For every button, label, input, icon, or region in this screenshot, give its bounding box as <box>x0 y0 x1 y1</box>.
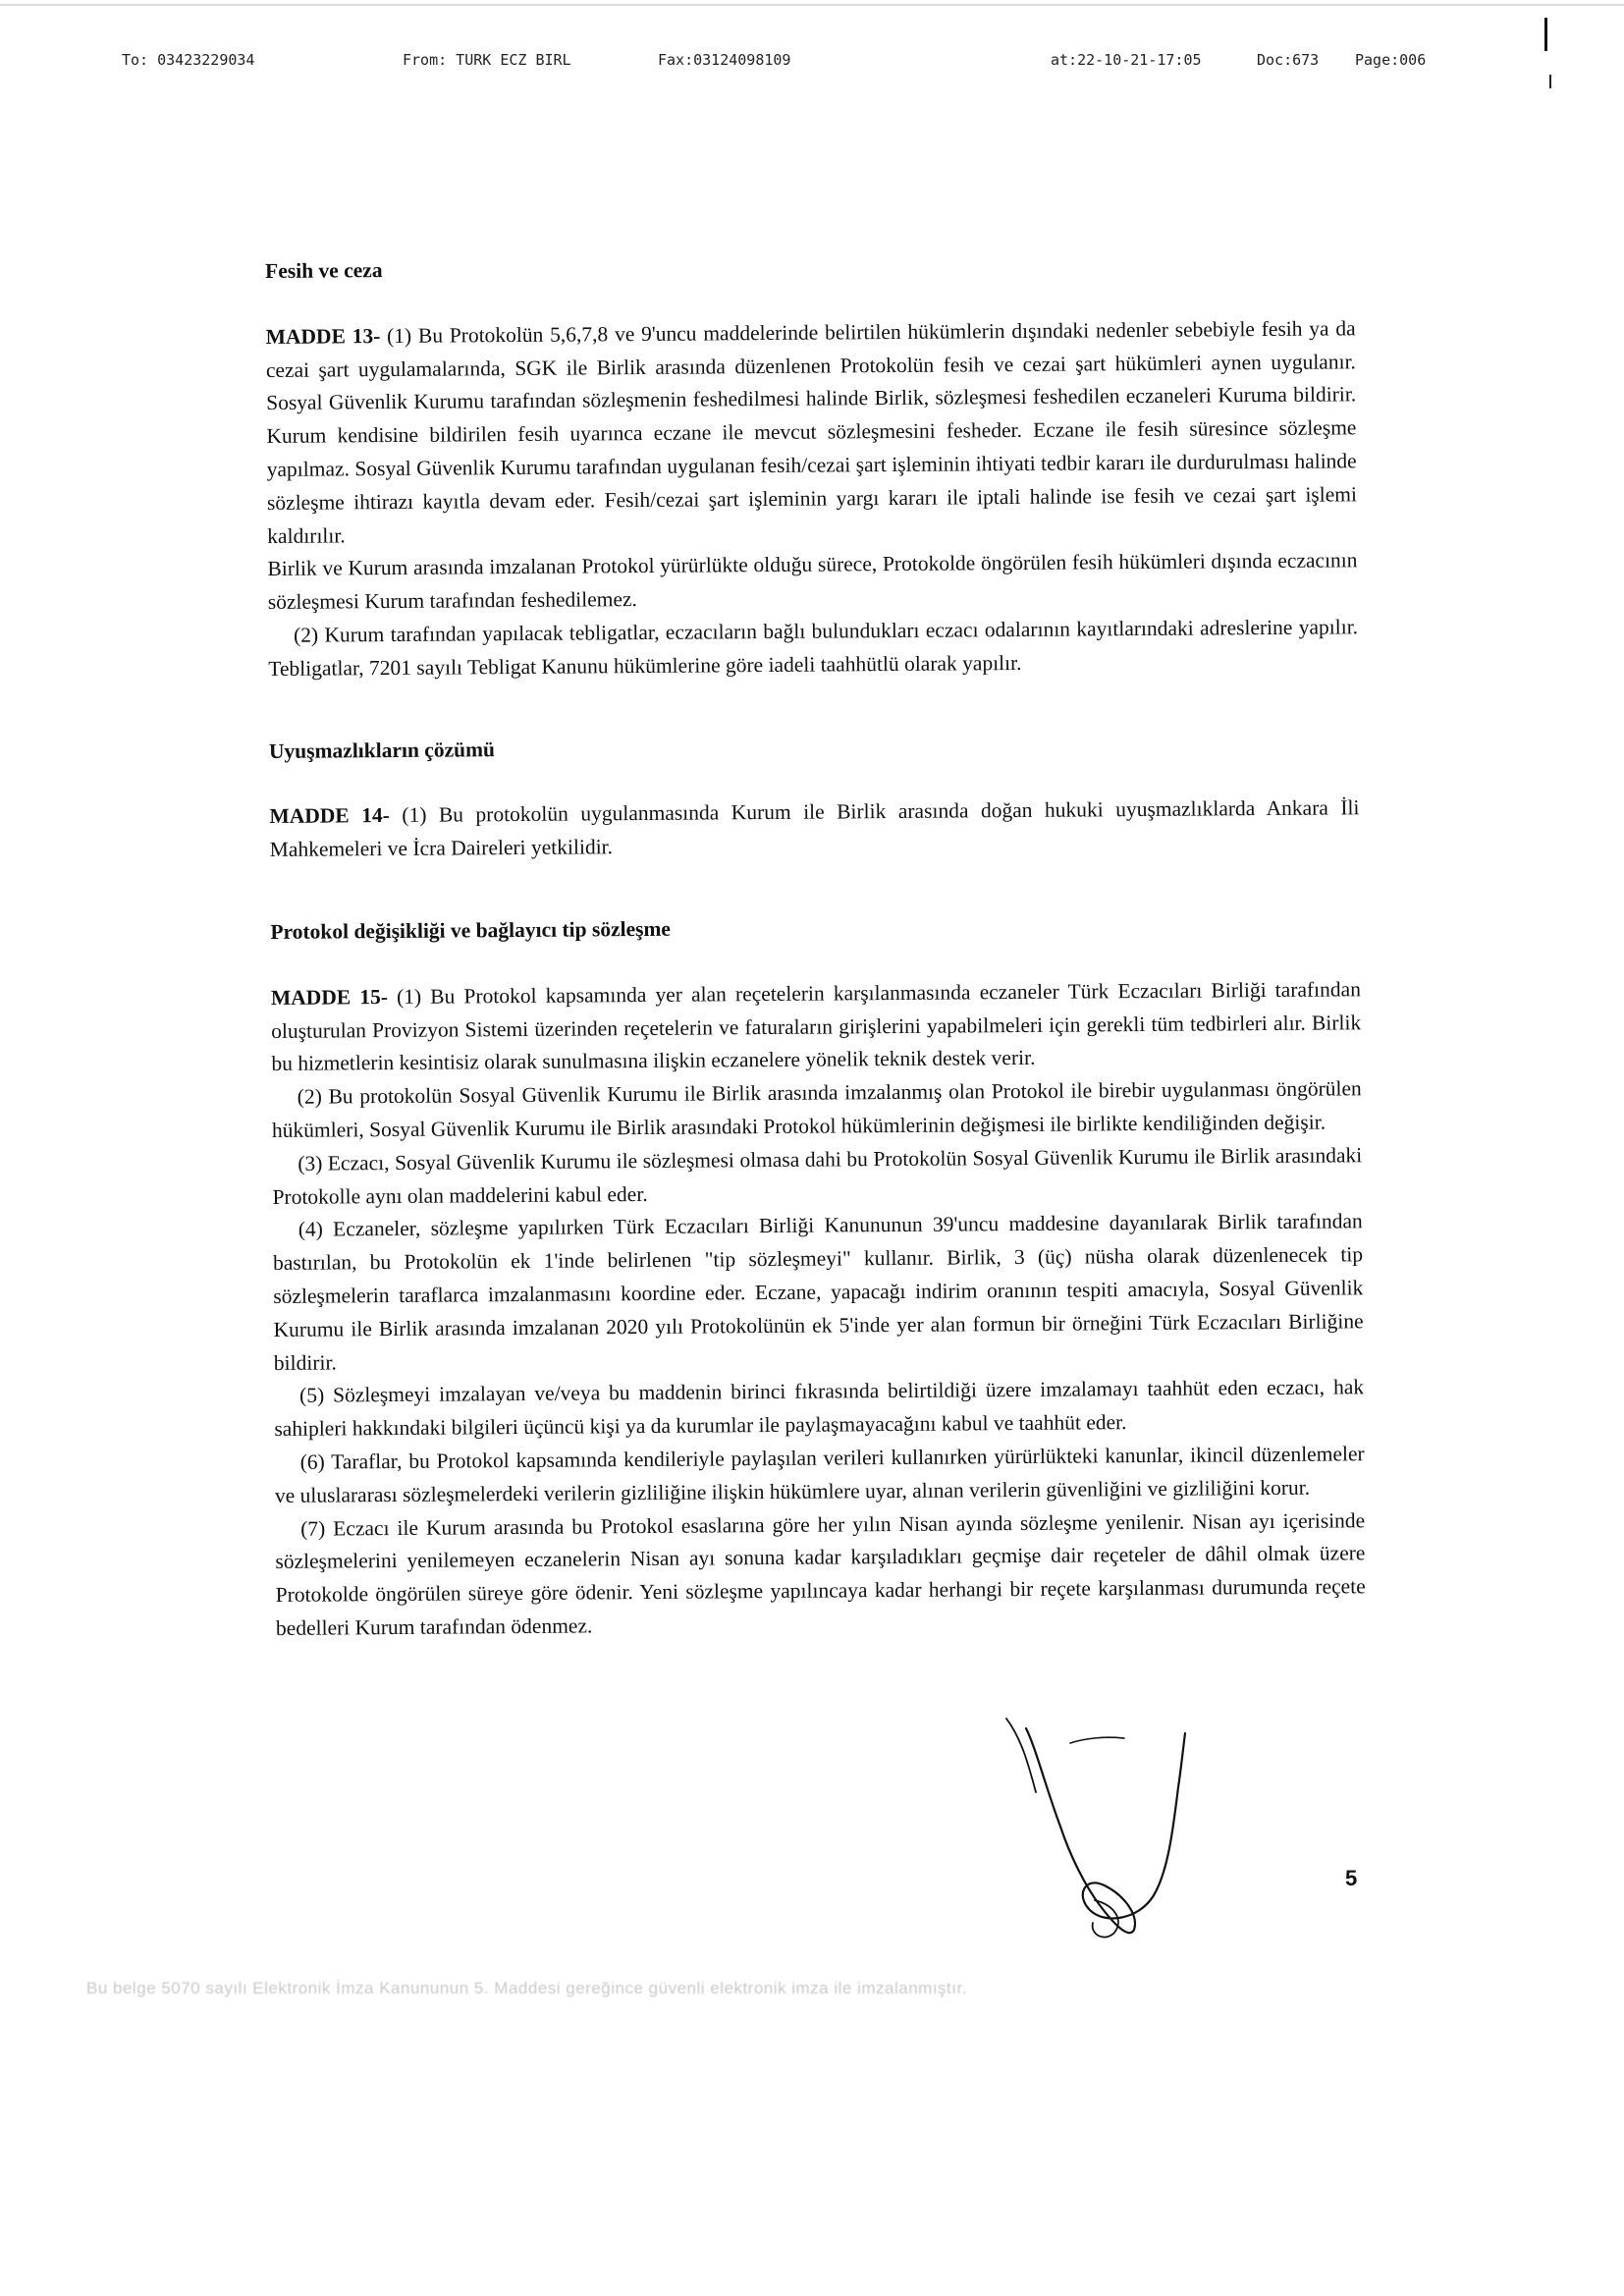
e-signature-watermark: Bu belge 5070 sayılı Elektronik İmza Kanununun 5. Maddesi gereğince güvenli elektronik imza ile imzalanmıştır. <box>86 1979 967 1997</box>
fax-from: From: TURK ECZ BIRL <box>403 51 571 69</box>
article-15-paragraph-3: (3) Eczacı, Sosyal Güvenlik Kurumu ile sözleşmesi olmasa dahi bu Protokolün Sosyal Güvenlik Kurumu ile Birlik arasındaki Protokolle aynı olan maddelerini kabul eder. <box>272 1142 1363 1209</box>
fax-number: Fax:03124098109 <box>658 51 791 69</box>
fax-page: Page:006 <box>1355 51 1427 69</box>
article-15-paragraph-7: (7) Eczacı ile Kurum arasında bu Protokol esaslarına göre her yılın Nisan ayında sözleşme yenilenir. Nisan ayı içerisinde sözleşmelerini yenilemeyen eczanelerin Nisan ayı sonuna kadar karşıladıkları geçmişe dair reçeteler de dâhil olmak üzere Protokolde öngörülen süreye göre ödenir. Yeni sözleşme yapılıncaya kadar herhangi bir reçete karşılanması durumunda reçete bedelleri Kurum tarafından ödenmez. <box>275 1507 1366 1640</box>
fax-header <box>118 51 1492 81</box>
article-15-paragraph-4: (4) Eczaneler, sözleşme yapılırken Türk Eczacıları Birliği Kanununun 39'uncu maddesine dayanılarak Birlik tarafından bastırılan, bu Protokolün ek 1'inde belirlenen "tip sözleşmeyi" kullanır. Birlik, 3 (üç) nüsha olarak düzenlenecek tip sözleşmelerin taraflarca imzalanmasını koordine eder. Eczane, yapacağı indirim oranının tespiti amacıyla, Sosyal Güvenlik Kurumu ile Birlik arasında imzalanan 2020 yılı Protokolünün ek 5'inde yer alan formun bir örneğini Türk Eczacıları Birliğine bildirir. <box>272 1209 1364 1375</box>
article-13-text-1: (1) Bu Protokolün 5,6,7,8 ve 9'uncu maddelerinde belirtilen hükümlerin dışındaki nedenler sebebiyle fesih ya da cezai şart uygulamalarında, SGK ile Birlik arasında düzenlenen Protokolün fesih ve cezai şart hükümleri aynen uygulanır. Sosyal Güvenlik Kurumu tarafından sözleşmenin feshedilmesi halinde Birlik, sözleşmesi feshedilen eczaneleri Kuruma bildirir. Kurum kendisine bildirilen fesih uyarınca eczane ile mevcut sözleşmesini fesheder. Eczane ile fesih süresince sözleşme yapılmaz. Sosyal Güvenlik Kurumu tarafından uygulanan fesih/cezai şart işleminin ihtiyati tedbir kararı ile durdurulması halinde sözleşme ihtirazı kayıtla devam eder. Fesih/cezai şart işleminin yargı kararı ile iptali halinde ise fesih ve cezai şart işlemi kaldırılır. <box>265 316 1358 548</box>
article-15-text-1: (1) Bu Protokol kapsamında yer alan reçetelerin karşılanmasında eczaneler Türk Eczacıları Birliği tarafından oluşturulan Provizyon Sistemi üzerinden reçetelerin ve faturaların girişlerini yapabilmeleri için gerekli tüm tedbirleri alır. Birlik bu hizmetlerin kesintisiz olarak sunulmasına ilişkin eczanelere yönelik teknik destek verir. <box>271 977 1362 1076</box>
section-heading-13: Fesih ve ceza <box>265 258 383 283</box>
section-heading-15: Protokol değişikliği ve bağlayıcı tip sözleşme <box>270 916 671 944</box>
page-number: 5 <box>1345 1866 1358 1890</box>
section-heading-14: Uyuşmazlıkların çözümü <box>268 737 496 763</box>
article-14-label: MADDE 14- <box>269 803 390 829</box>
article-15-label: MADDE 15- <box>270 984 389 1010</box>
article-15-paragraph-5: (5) Sözleşmeyi imzalayan ve/veya bu maddenin birinci fıkrasında belirtildiği üzere imzalamayı taahhüt eden eczacı, hak sahipleri hakkındaki bilgileri üçüncü kişi ya da kurumlar ile paylaşmayacağını kabul ve taahhüt eder. <box>274 1375 1365 1442</box>
fax-to: To: 03423229034 <box>122 51 255 69</box>
article-15-paragraph-2: (2) Bu protokolün Sosyal Güvenlik Kurumu ile Birlik arasında imzalanmış olan Protokol ile birebir uygulanması öngörülen hükümleri, Sosyal Güvenlik Kurumu ile Birlik arasındaki Protokol hükümlerinin değişmesi ile birlikte kendiliğinden değişir. <box>271 1076 1362 1142</box>
article-14-paragraph-1 <box>269 793 1359 867</box>
fax-timestamp: at:22-10-21-17:05 <box>1051 51 1202 69</box>
article-15-paragraph-1 <box>271 973 1362 1081</box>
article-13-paragraph-1 <box>266 312 1358 553</box>
article-15-paragraph-6: (6) Taraflar, bu Protokol kapsamında kendileriyle paylaşılan verileri kullanırken yürürlükteki kanunlar, ikincil düzenlemeler ve uluslararası sözleşmelerdeki verilerin gizliliğine ilişkin hükümlere uyar, alınan verilerin güvenliğini ve gizliliğini korur. <box>274 1442 1365 1507</box>
article-13-paragraph-1b: Birlik ve Kurum arasında imzalanan Protokol yürürlükte olduğu sürece, Protokolde öngörülen fesih hükümleri dışında eczacının sözleşmesi Kurum tarafından feshedilemez. <box>267 548 1358 615</box>
scan-edge-mark-small <box>1549 75 1551 88</box>
article-13-label: MADDE 13- <box>265 323 381 349</box>
article-14-text-1: (1) Bu protokolün uygulanmasında Kurum ile Birlik arasında doğan hukuki uyuşmazlıklarda Ankara İli Mahkemeleri ve İcra Daireleri yetkilidir. <box>269 795 1360 862</box>
top-scan-edge <box>0 4 1624 6</box>
article-13-paragraph-2: (2) Kurum tarafından yapılacak tebligatlar, eczacıların bağlı bulundukları eczacı odalarının kayıtlarındaki adreslerine yapılır. Tebligatlar, 7201 sayılı Tebligat Kanunu hükümlerine göre iadeli taahhütlü olarak yapılır. <box>268 615 1359 681</box>
document-body <box>265 246 1366 1645</box>
fax-doc: Doc:673 <box>1257 51 1320 69</box>
scan-edge-mark <box>1544 18 1547 51</box>
handwritten-signature <box>967 1709 1232 1974</box>
